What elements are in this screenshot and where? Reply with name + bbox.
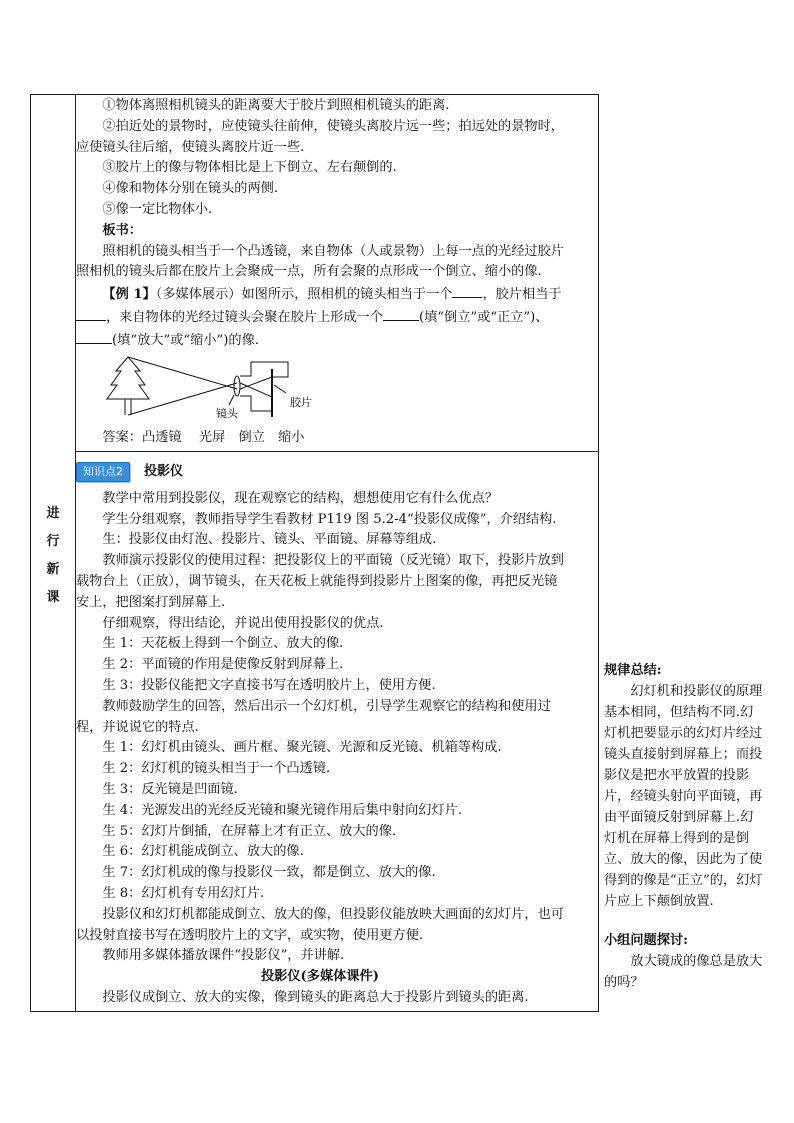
paragraph: 生 2：幻灯机的镜头相当于一个凸透镜.	[102, 761, 331, 777]
blank-4[interactable]	[76, 329, 112, 344]
tree-icon	[107, 357, 149, 399]
paragraph: 生 2：平面镜的作用是使像反射到屏幕上.	[102, 657, 344, 673]
answer: 答案：凸透镜 光屏 倒立 缩小	[102, 430, 305, 445]
rule-label: 规律总结:	[604, 663, 662, 678]
blank-2[interactable]	[76, 306, 106, 321]
knowledge-title: 投影仪	[144, 464, 184, 479]
blank-3[interactable]	[383, 306, 419, 321]
paragraph: 仔细观察，得出结论，并说出使用投影仪的优点.	[102, 615, 384, 631]
subheading: 投影仪(多媒体课件)	[261, 969, 379, 985]
row-divider	[75, 451, 599, 452]
point-3: ③胶片上的像与物体相比是上下倒立、左右颠倒的.	[102, 160, 397, 176]
upper-section	[76, 96, 564, 352]
film-label: 胶片	[290, 397, 312, 409]
paragraph: 生：投影仪由灯泡、投影片、镜头、平面镜、屏幕等组成.	[102, 532, 437, 548]
section-label: 进 行 新 课	[46, 506, 60, 605]
example-1: 【例 1】（多媒体展示）如图所示，照相机的镜头相当于一个 ，胶片相当于，来自物体的光经过镜头会聚在胶片上形成一个 (填“倒立”或“正立”)、(填“放大”或“缩小”)的像.	[76, 283, 564, 351]
paragraph: 投影仪成倒立、放大的实像，像到镜头的距离总大于投影片到镜头的距离.	[102, 989, 529, 1005]
paragraph: 投影仪和幻灯机都能成倒立、放大的像，但投影仪能放映大画面的幻灯片，也可以投射直接书写在透明胶片上的文字，或实物，使用更方便.	[76, 906, 564, 943]
paragraph: 生 6：幻灯机能成倒立、放大的像.	[102, 844, 304, 860]
paragraph: 生 1：幻灯机由镜头、画片框、聚光镜、光源和反光镜、机箱等构成.	[102, 740, 502, 756]
film-pointer	[274, 385, 286, 393]
knowledge-section	[76, 462, 564, 1009]
lens-label: 镜头	[216, 408, 238, 420]
paragraph: 生 1：天花板上得到一个倒立、放大的像.	[102, 636, 344, 652]
board-text: 照相机的镜头相当于一个凸透镜，来自物体（人或景物）上每一点的光经过胶片照相机的镜头后都在胶片上会聚成一点，所有会聚的点形成一个倒立、缩小的像.	[76, 243, 564, 280]
paragraph: 生 8：幻灯机有专用幻灯片.	[102, 885, 265, 901]
lens-icon	[234, 376, 240, 396]
answer-block	[76, 428, 564, 449]
paragraph: 教师鼓励学生的回答，然后出示一个幻灯机，引导学生观察它的结构和使用过程，并说说它的特点.	[76, 698, 551, 735]
point-4: ④像和物体分别在镜头的两侧.	[102, 181, 279, 197]
board-label: 板书：	[102, 222, 142, 238]
paragraph: 生 3：反光镜是凹面镜.	[102, 781, 238, 797]
paragraph: 生 7：幻灯机成的像与投影仪一致，都是倒立、放大的像.	[102, 865, 436, 881]
point-5: ⑤像一定比物体小.	[102, 201, 213, 217]
paragraph: 教师演示投影仪的使用过程：把投影仪上的平面镜（反光镜）取下，投影片放到载物台上（正放），调节镜头，在天花板上就能得到投影片上图案的像，再把反光镜安上，把图案打到屏幕上.	[76, 553, 564, 610]
lens-pointer	[229, 395, 234, 405]
side-notes	[604, 660, 764, 993]
camera-diagram	[106, 355, 336, 423]
light-ray-inner	[240, 377, 272, 389]
paragraph: 学生分组观察，教师指导学生看教材 P119 图 5.2-4“投影仪成像”，介绍结构.	[102, 511, 557, 527]
knowledge-badge: 知识点2	[76, 462, 130, 482]
light-ray-inner	[240, 383, 272, 397]
paragraph: 生 4：光源发出的光经反光镜和聚光镜作用后集中射向幻灯片.	[102, 802, 463, 818]
group-label: 小组问题探讨:	[604, 933, 688, 948]
paragraph: 生 5：幻灯片倒插，在屏幕上才有正立、放大的像.	[102, 823, 397, 839]
rule-text: 幻灯机和投影仪的原理基本相同，但结构不同.幻灯机把要显示的幻灯片经过镜头直接射到屏幕上；而投影仪是把水平放置的投影片，经镜头射向平面镜，再由平面镜反射到屏幕上.幻灯机在屏幕上得到的是倒立、放大的像，因此为了使得到的像是“正立”的，幻灯片应上下颠倒放置.	[604, 684, 763, 909]
paragraph: 教师用多媒体播放课件“投影仪”，并讲解.	[102, 948, 345, 964]
point-1: ①物体离照相机镜头的距离要大于胶片到照相机镜头的距离.	[102, 98, 450, 113]
point-2: ②拍近处的景物时，应使镜头往前伸，使镜头离胶片远一些；拍远处的景物时，应使镜头往后缩，使镜头离胶片近一些.	[76, 118, 564, 155]
paragraph: 生 3：投影仪能把文字直接书写在透明胶片上，使用方便.	[102, 677, 436, 693]
group-text: 放大镜成的像总是放大的吗？	[604, 954, 763, 990]
paragraph: 教学中常用到投影仪，现在观察它的结构，想想使用它有什么优点？	[102, 490, 499, 506]
blank-1[interactable]	[452, 283, 482, 298]
